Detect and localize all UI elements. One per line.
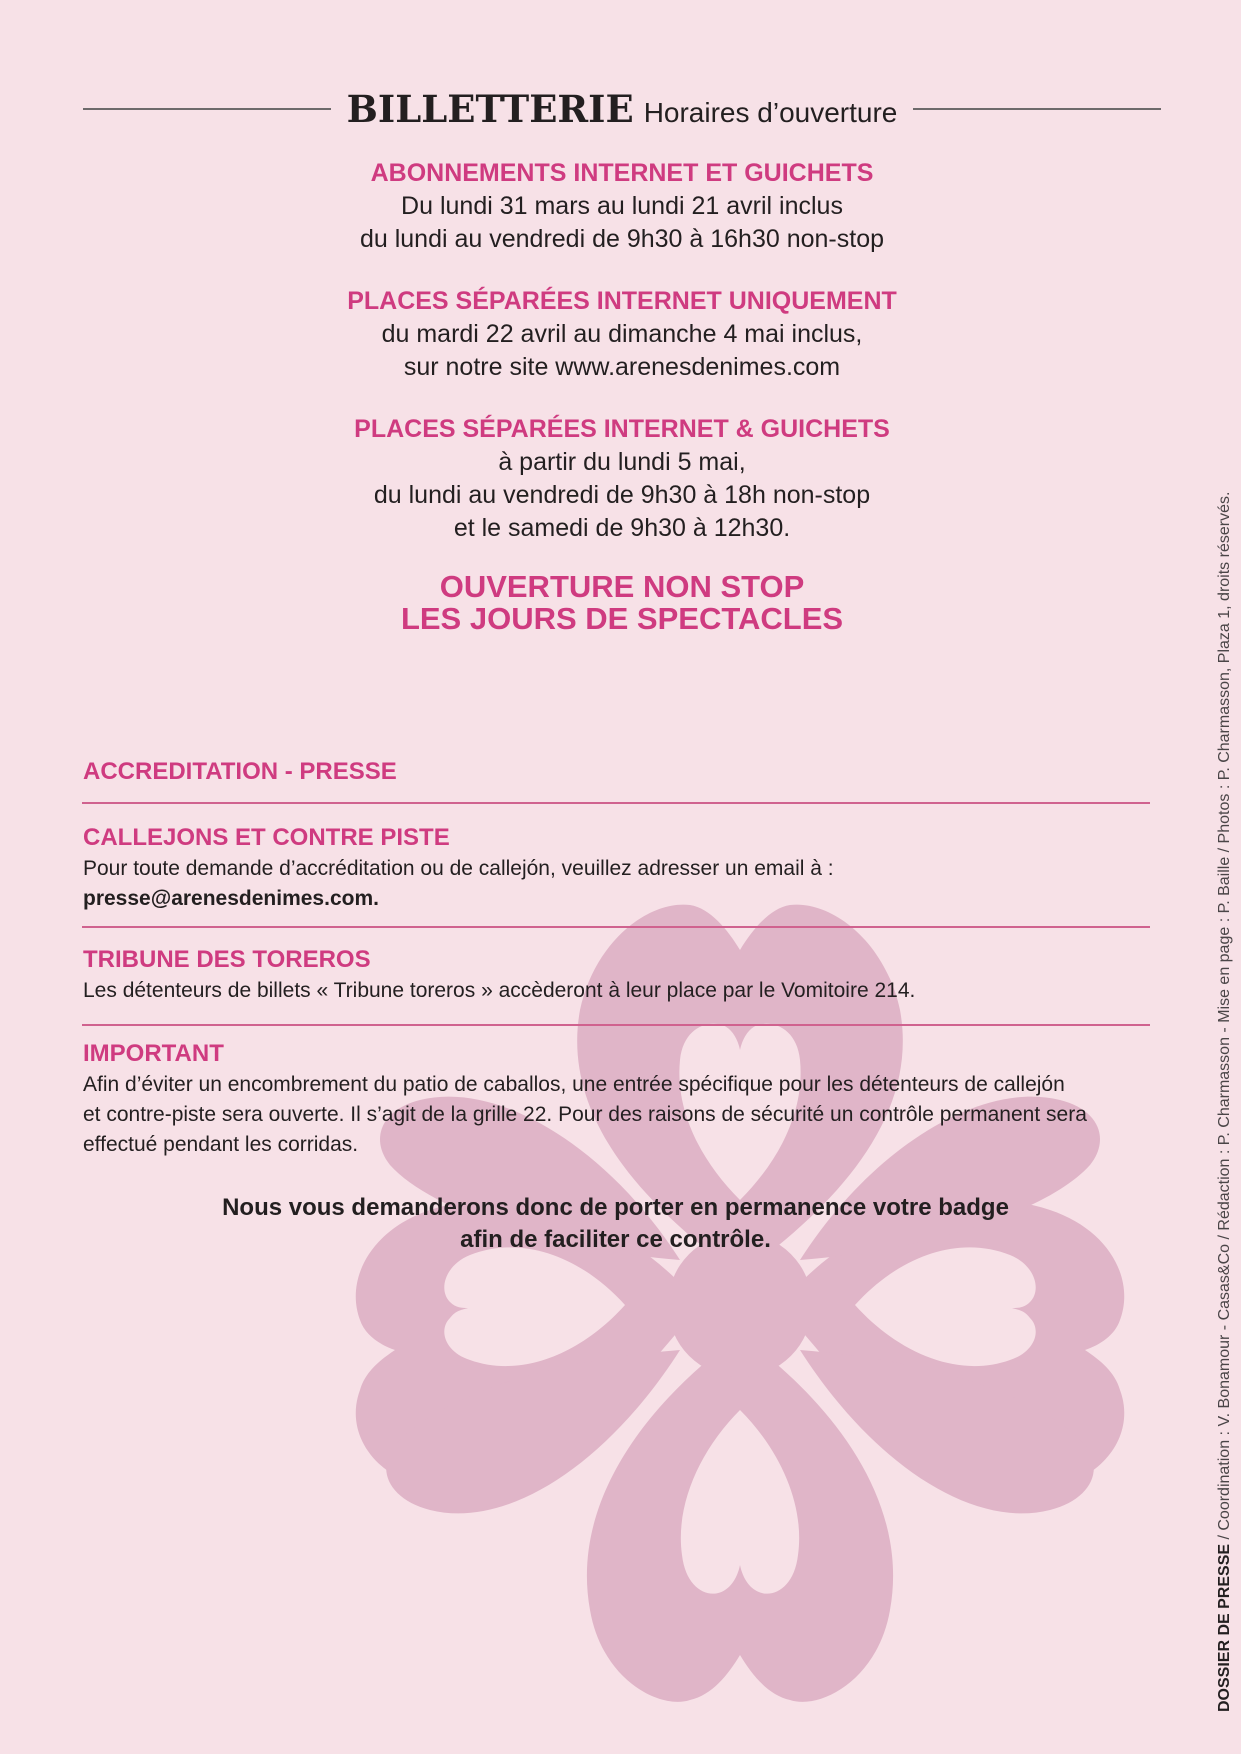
schedule-heading: ABONNEMENTS INTERNET ET GUICHETS [370, 159, 874, 187]
badge-line: afin de faciliter ce contrôle. [460, 1226, 771, 1253]
schedule-heading: PLACES SÉPARÉES INTERNET UNIQUEMENT [347, 287, 897, 315]
schedule-line: du lundi au vendredi de 9h30 à 16h30 non-stop [359, 225, 885, 253]
section-text: Pour toute demande d’accréditation ou de callejón, veuillez adresser un email à : [83, 857, 834, 880]
nonstop-line-1: OUVERTURE NON STOP [439, 569, 805, 604]
page-subtitle: Horaires d’ouverture [643, 97, 898, 128]
schedule-line: et le samedi de 9h30 à 12h30. [453, 514, 791, 542]
section-heading: TRIBUNE DES TOREROS [83, 946, 371, 973]
schedule-line: sur notre site www.arenesdenimes.com [403, 353, 841, 381]
press-email-link[interactable]: presse@arenesdenimes.com. [83, 887, 379, 910]
section-heading: IMPORTANT [83, 1040, 224, 1067]
divider [82, 802, 1150, 804]
schedule-heading: PLACES SÉPARÉES INTERNET & GUICHETS [354, 415, 890, 443]
schedule-block-internet-only [83, 285, 1161, 384]
schedule-block-subscriptions [83, 157, 1161, 256]
section-heading: CALLEJONS ET CONTRE PISTE [83, 824, 450, 851]
section-text: Les détenteurs de billets « Tribune toreros » accèderont à leur place par le Vomitoire 214. [83, 979, 916, 1002]
schedule-line: du mardi 22 avril au dimanche 4 mai inclus, [381, 320, 863, 348]
section-tribune [83, 944, 1163, 1006]
divider [82, 926, 1150, 928]
credits-vertical [1216, 492, 1234, 1712]
schedule-line: à partir du lundi 5 mai, [498, 448, 746, 476]
credits-label: DOSSIER DE PRESSE [1216, 1543, 1233, 1712]
header-rule-right [913, 108, 1161, 110]
nonstop-line-2: LES JOURS DE SPECTACLES [400, 601, 844, 636]
section-callejons [83, 822, 1163, 914]
schedule-line: du lundi au vendredi de 9h30 à 18h non-stop [373, 481, 871, 509]
billetterie-header [83, 84, 1161, 134]
section-text: effectué pendant les corridas. [83, 1133, 359, 1156]
section-text: Afin d’éviter un encombrement du patio de caballos, une entrée spécifique pour les détenteurs de callejón [83, 1073, 1065, 1096]
accreditation-title: ACCREDITATION - PRESSE [83, 758, 397, 785]
schedule-block-internet-guichets [83, 413, 1161, 545]
credits-text: / Coordination : V. Bonamour - Casas&Co / Rédaction : P. Charmasson - Mise en page : P. Baille / Photos : P. Charmasson, Plaza 1, droits réservés. [1216, 491, 1233, 1544]
ticketing-schedule [83, 157, 1161, 638]
section-important [83, 1038, 1163, 1160]
divider [82, 1024, 1150, 1026]
header-rule-left [83, 108, 331, 110]
schedule-line: Du lundi 31 mars au lundi 21 avril inclus [401, 192, 843, 220]
badge-line: Nous vous demanderons donc de porter en permanence votre badge [222, 1194, 1009, 1221]
section-text: et contre-piste sera ouverte. Il s’agit de la grille 22. Pour des raisons de sécurité un contrôle permanent sera [83, 1103, 1087, 1126]
page-title: BILLETTERIE [346, 87, 634, 131]
badge-notice [83, 1192, 1148, 1256]
